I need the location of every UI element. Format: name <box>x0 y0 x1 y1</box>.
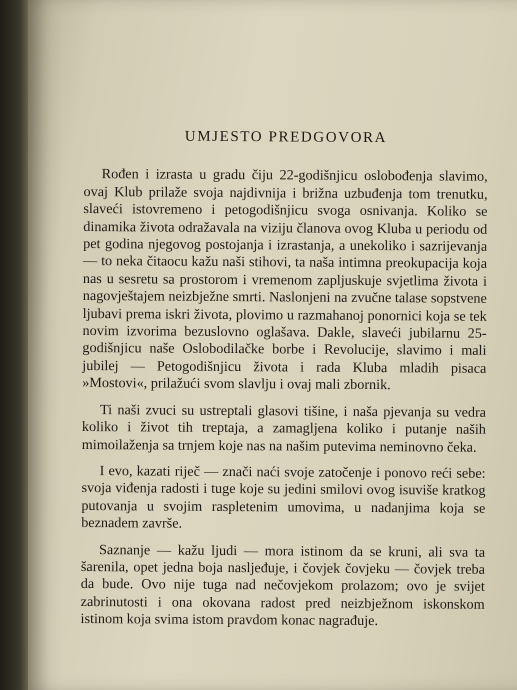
paragraph-1: Rođen i izrasta u gradu čiju 22-godišnjicu oslobođenja slavimo, ovaj Klub prilaže svoja najdivnija i brižna uzbuđenja tom trenutku, slaveći istovremeno i petogodišnjicu svoga osnivanja. Koliko se dinamika života odražavala na viziju članova ovog Kluba u periodu od pet godina njegovog postojanja i izrastanja, a unekoliko i sazrijevanja — to neka čitaocu kažu naši stihovi, ta naša intimna preokupacija koja nas u sesretu sa prostorom i vremenom zapljuskuje svjetlima života i nagovještajem neizbježne smrti. Naslonjeni na zvučne talase sopstvene ljubavi prema iskri života, plovimo u razmahanoj ponornici koja se tek novim izvorima bezuslovno oglašava. Dakle, slaveći jubilarnu 25-godišnjicu naše Oslobodilačke borbe i Revolucije, slavimo i mali jubilej — Petogodišnjicu života i rada Kluba mladih pisaca »Mostovi«, prilažući svom slavlju i ovaj mali zbornik. <box>82 166 488 394</box>
paragraph-3: I evo, kazati riječ — znači naći svoje zatočenje i ponovo reći sebe: svoja viđenja radosti i tuge koje su jedini smilovi ovog isuviše kratkog putovanja u svojim raspletenim umovima, u nadanjima koja se beznadem završe. <box>81 463 486 532</box>
page-content <box>80 128 488 640</box>
book-page <box>28 0 517 690</box>
paragraph-2: Ti naši zvuci su ustreptali glasovi tišine, i naša pjevanja su vedra koliko i život tih treptaja, a zamagljena koliko i putanje naših mimoilaženja sa trnjem koje nas na našim putevima neminovno čeka. <box>81 401 487 456</box>
page-title: UMJESTO PREDGOVORA <box>184 128 388 147</box>
paragraph-4: Saznanje — kažu ljudi — mora istinom da se kruni, ali sva ta šarenila, opet jedna boja nasljeđuje, i čovjek čovjeku — čovjek treba da bude. Ovo nije tuga nad nečovjekom prolazom; ovo je svijet zabrinutosti i ona okovana radost pred neizbježnom iskonskom istinom koja svima istom pravdom konac nagrađuje. <box>80 541 486 630</box>
